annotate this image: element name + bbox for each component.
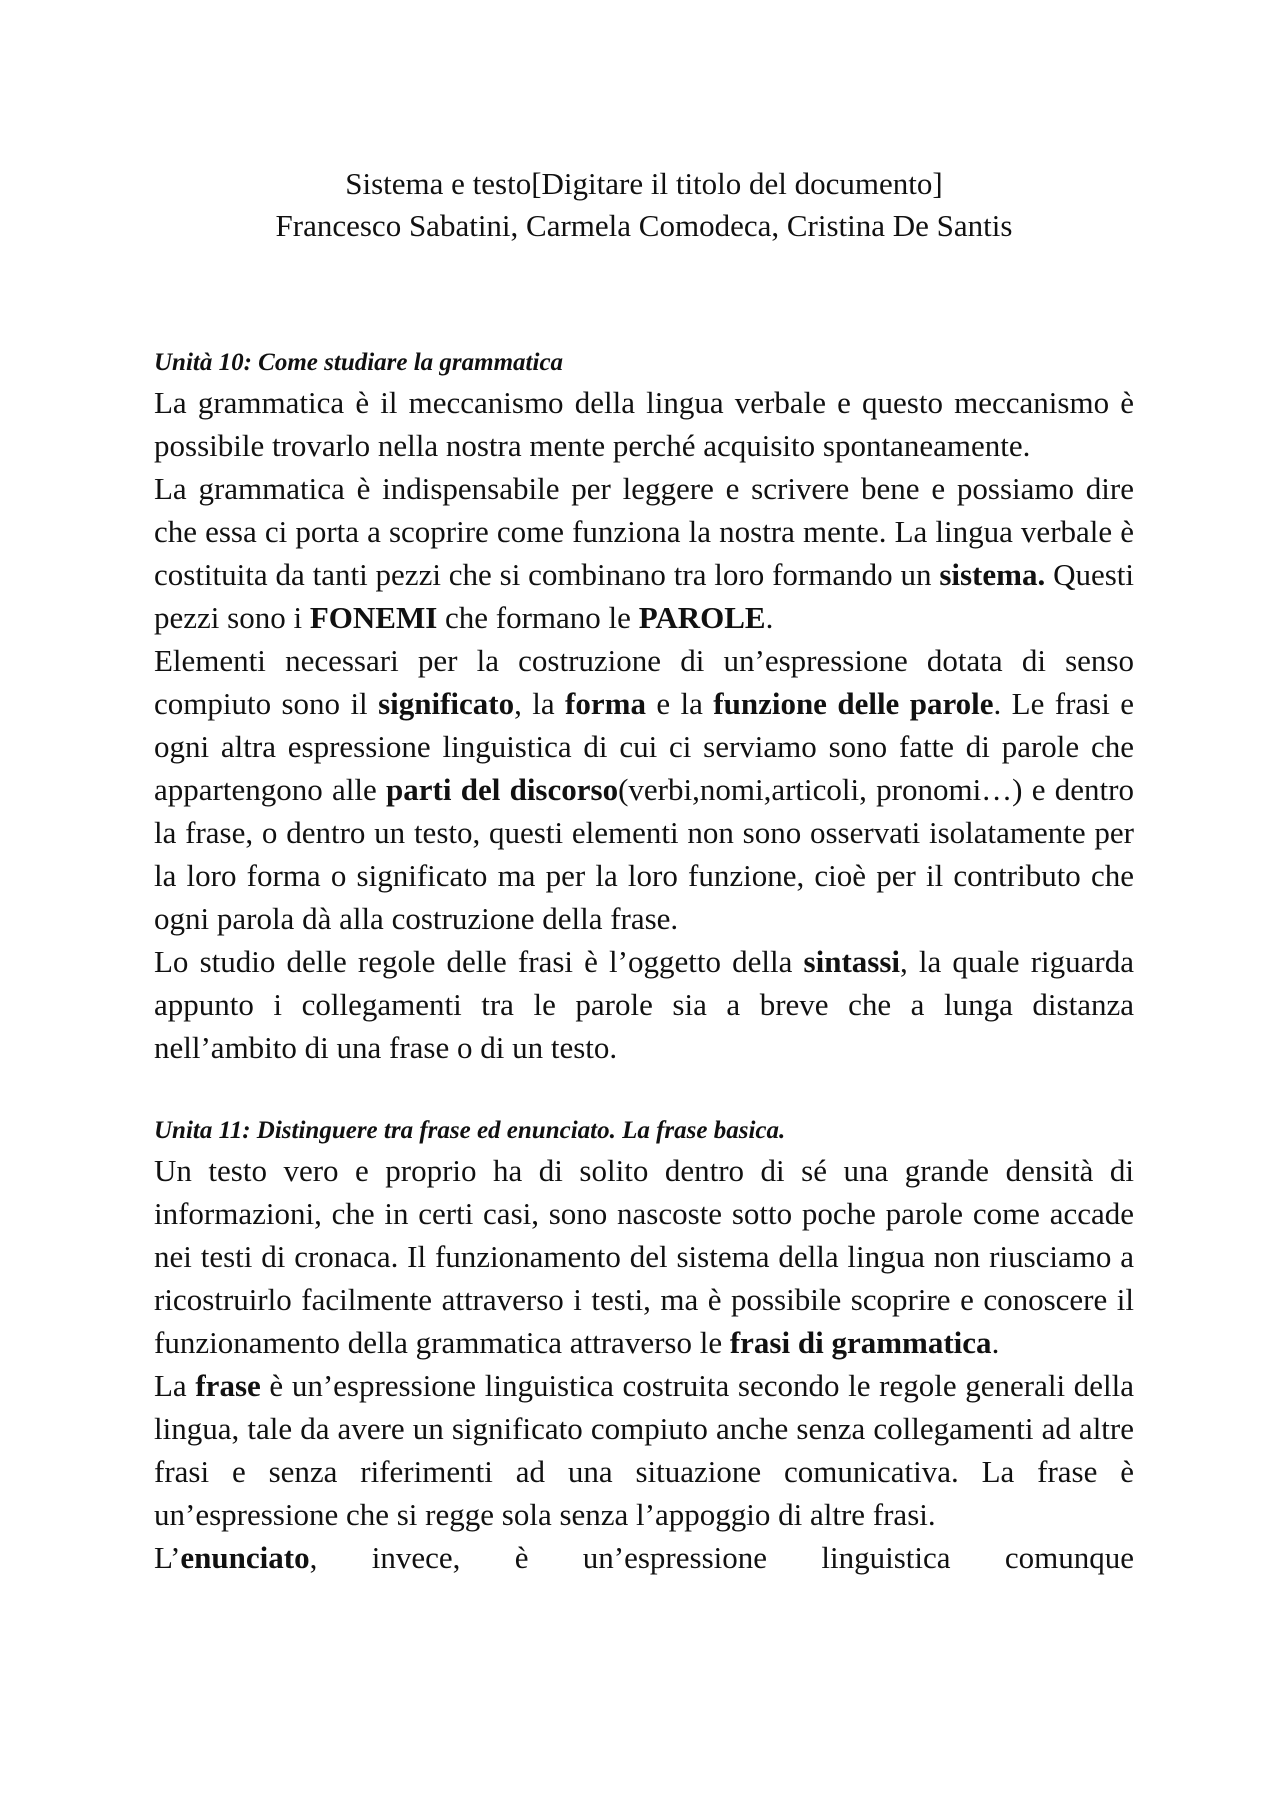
text-run: che formano le bbox=[437, 600, 639, 635]
text-run: è un’espressione linguistica costruita secondo le regole generali della lingua, tale da avere un significato compiuto anche senza collegamenti ad altre frasi e senza riferimenti ad una situazione comunicativa. La frase è un’espressione che si regge sola senza l’appoggio di altre frasi. bbox=[154, 1368, 1135, 1532]
document-header bbox=[154, 163, 1134, 247]
unit-10-paragraph-2 bbox=[154, 467, 1134, 639]
unit-10-paragraph-4 bbox=[154, 940, 1134, 1069]
bold-term-forma: forma bbox=[565, 686, 646, 721]
text-run: . bbox=[765, 600, 774, 635]
bold-term-funzione-delle-parole: funzione delle parole bbox=[713, 686, 994, 721]
bold-term-parti-del-discorso: parti del discorso bbox=[386, 772, 619, 807]
text-run: . Le frasi e ogni altra espressione linguistica di cui ci serviamo sono fatte di parole che appartengono alle bbox=[154, 686, 1134, 807]
document-page bbox=[154, 163, 1134, 1579]
text-run: L’ bbox=[154, 1540, 181, 1575]
bold-term-frasi-di-grammatica: frasi di grammatica bbox=[729, 1325, 992, 1360]
text-run: e la bbox=[645, 686, 714, 721]
bold-term-significato: significato bbox=[378, 686, 515, 721]
unit-11-paragraph-3 bbox=[154, 1536, 1134, 1579]
text-run: . bbox=[991, 1325, 1000, 1360]
unit-10-paragraph-3 bbox=[154, 639, 1134, 940]
bold-term-sistema: sistema. bbox=[939, 557, 1046, 592]
bold-term-enunciato: enunciato bbox=[180, 1540, 310, 1575]
text-run: La bbox=[154, 1368, 196, 1403]
bold-term-fonemi: FONEMI bbox=[309, 600, 438, 635]
unit-11-paragraph-2 bbox=[154, 1364, 1134, 1536]
text-run: Lo studio delle regole delle frasi è l’oggetto della bbox=[154, 944, 804, 979]
text-run: La grammatica è indispensabile per leggere e scrivere bene e possiamo dire che essa ci porta a scoprire come funziona la nostra mente. La lingua verbale è costituita da tanti pezzi che si combinano tra loro formando un bbox=[154, 471, 1134, 592]
unit-11-paragraph-1 bbox=[154, 1149, 1134, 1364]
text-run: (verbi,nomi,articoli, pronomi…) e dentro la frase, o dentro un testo, questi elementi non sono osservati isolatamente per la loro forma o significato ma per la loro funzione, cioè per il contributo che ogni parola dà alla costruzione della frase. bbox=[154, 772, 1134, 936]
text-run: , la bbox=[514, 686, 566, 721]
bold-term-parole: PAROLE bbox=[638, 600, 766, 635]
unit-10-paragraph-1: La grammatica è il meccanismo della lingua verbale e questo meccanismo è possibile trovarlo nella nostra mente perché acquisito spontaneamente. bbox=[154, 385, 1134, 463]
bold-term-frase: frase bbox=[195, 1368, 261, 1403]
text-run: Un testo vero e proprio ha di solito dentro di sé una grande densità di informazioni, che in certi casi, sono nascoste sotto poche parole come accade nei testi di cronaca. Il funzionamento del sistema della lingua non riusciamo a ricostruirlo facilmente attraverso i testi, ma è possibile scoprire e conoscere il funzionamento della grammatica attraverso le bbox=[154, 1153, 1134, 1360]
text-run: Questi pezzi sono i bbox=[154, 557, 1135, 635]
bold-term-sintassi: sintassi bbox=[803, 944, 901, 979]
unit-11-title: Unita 11: Distinguere tra frase ed enunciato. La frase basica. bbox=[154, 1117, 786, 1144]
document-authors: Francesco Sabatini, Carmela Comodeca, Cristina De Santis bbox=[275, 208, 1013, 243]
unit-10-title: Unità 10: Come studiare la grammatica bbox=[154, 349, 564, 376]
document-title: Sistema e testo[Digitare il titolo del documento] bbox=[345, 166, 943, 201]
text-run: Elementi necessari per la costruzione di un’espressione dotata di senso compiuto sono il bbox=[154, 643, 1134, 721]
text-run: , invece, è un’espressione linguistica comunque bbox=[309, 1540, 1134, 1575]
text-run: , la quale riguarda appunto i collegamenti tra le parole sia a breve che a lunga distanza nell’ambito di una frase o di un testo. bbox=[154, 944, 1134, 1065]
